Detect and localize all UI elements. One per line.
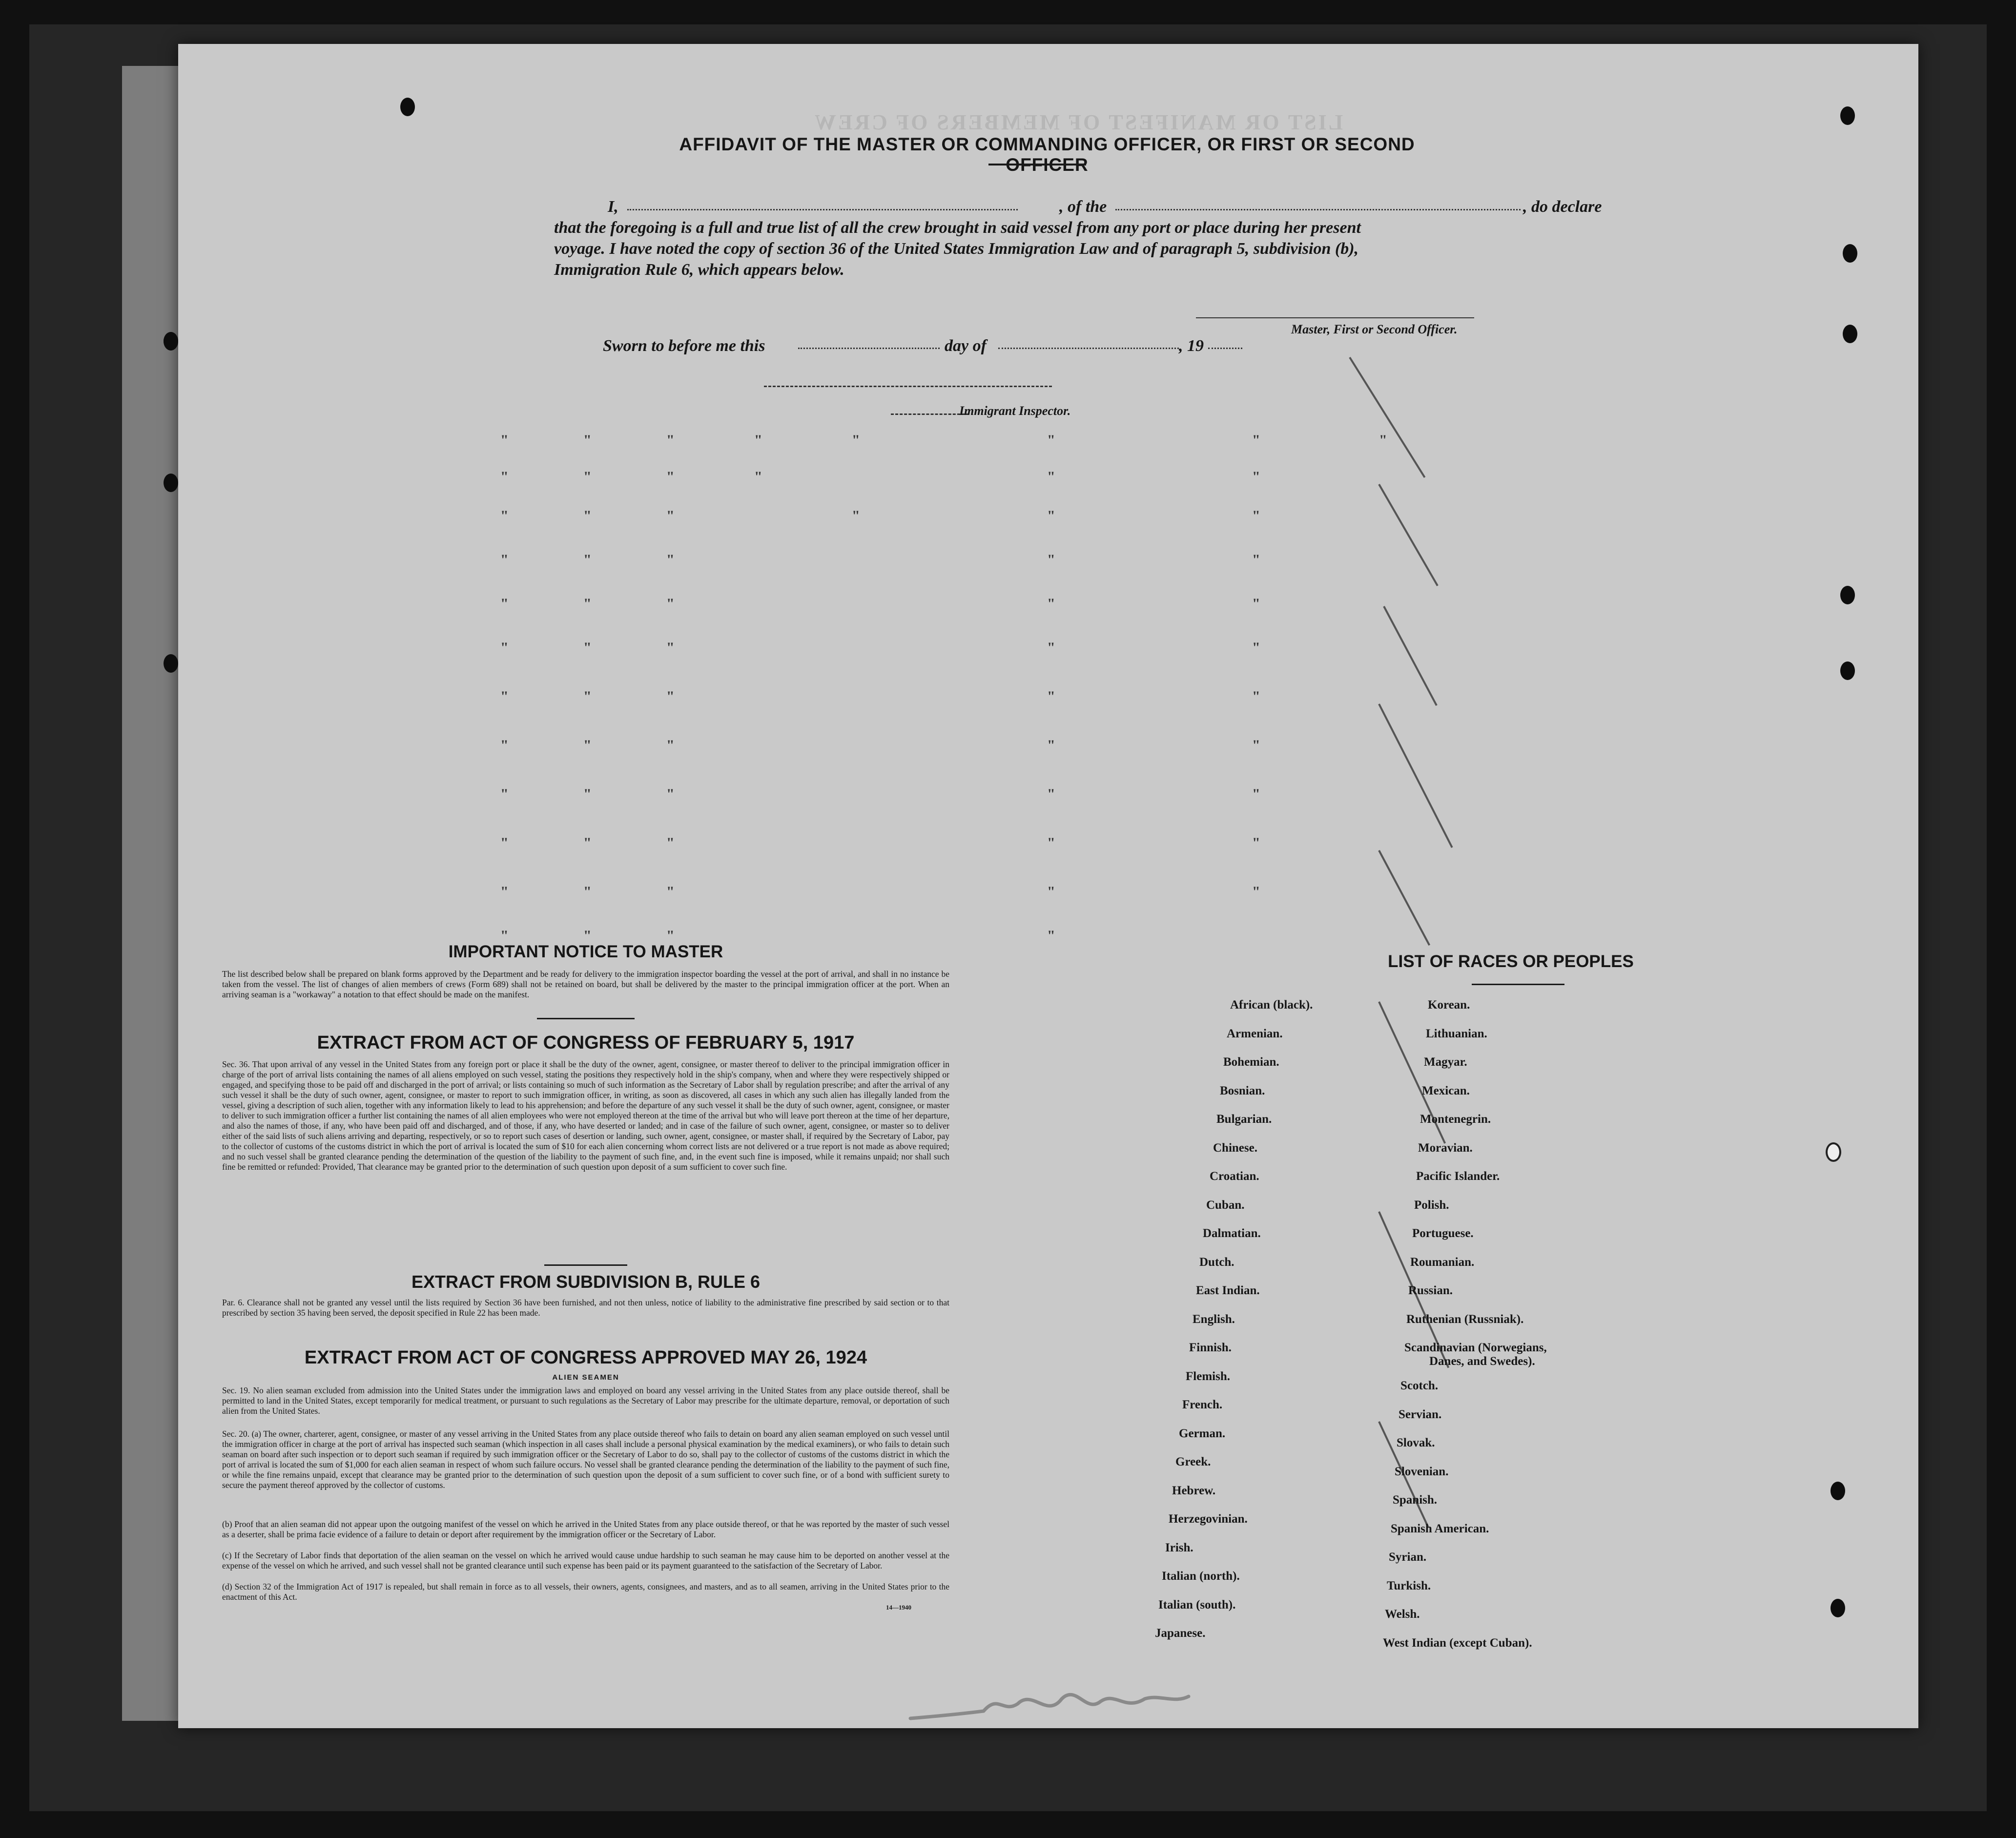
race-item: Dalmatian. (1203, 1227, 1261, 1240)
pencil-streak (1378, 484, 1438, 586)
sworn-year: , 19 (1179, 337, 1204, 355)
punch-hole (164, 474, 178, 492)
ditto-mark: " (500, 640, 509, 656)
ditto-mark: " (666, 640, 675, 656)
bleed-through-heading: LIST OR MANIFEST OF MEMBERS OF CREW (813, 110, 1343, 134)
ditto-mark: " (1047, 432, 1055, 448)
ditto-mark: " (500, 688, 509, 704)
master-name-blank[interactable] (627, 209, 1018, 210)
affidavit-line-4: Immigration Rule 6, which appears below. (554, 261, 844, 279)
punch-hole (1840, 661, 1855, 680)
affidavit-i: I, (608, 198, 618, 216)
race-item: Cuban. (1206, 1198, 1245, 1212)
race-item: Roumanian. (1410, 1255, 1475, 1269)
race-item: Irish. (1165, 1541, 1193, 1554)
extract-1917-title: EXTRACT FROM ACT OF CONGRESS OF FEBRUARY 5, 1917 (317, 1033, 855, 1053)
punch-hole (1831, 1599, 1845, 1617)
ditto-mark: " (1047, 835, 1055, 851)
ditto-mark: " (666, 737, 675, 753)
ditto-mark: " (1047, 928, 1055, 944)
ditto-mark: " (583, 737, 592, 753)
race-item: West Indian (except Cuban). (1383, 1636, 1532, 1650)
punch-hole (400, 98, 415, 116)
ditto-mark: " (1252, 469, 1260, 485)
race-item: Armenian. (1227, 1027, 1283, 1040)
races-title: LIST OF RACES OR PEOPLES (1388, 952, 1634, 971)
ditto-mark: " (500, 737, 509, 753)
extract-1924-title: EXTRACT FROM ACT OF CONGRESS APPROVED MAY 26, 1924 (304, 1347, 867, 1368)
ditto-mark: " (666, 928, 675, 944)
ditto-mark: " (852, 432, 860, 448)
ditto-mark: " (583, 596, 592, 612)
ditto-mark: " (500, 596, 509, 612)
ditto-mark: " (1047, 737, 1055, 753)
race-item: Chinese. (1213, 1141, 1257, 1155)
title-underline (988, 164, 1086, 165)
race-item: Servian. (1399, 1407, 1442, 1421)
race-item: Ruthenian (Russniak). (1406, 1312, 1524, 1326)
notice-divider (537, 1018, 635, 1019)
extract-1924-sec20a: Sec. 20. (a) The owner, charterer, agent, consignee, or master of any vessel arriving in the United States from any place outside thereof who fails to detain on board any alien seaman employed on such vessel until the immigration officer in charge at the port of arrival has inspected such seaman (which inspection in all cases shall include a personal physical examination by the medical examiners), or who fails to detain such seaman on board after such inspection or to deport such seaman if required by such immigration officer or the Secretary of Labor to do so, shall pay to the collector of customs of the customs district in which the port of arrival is located the sum of $1,000 for each alien seaman in respect of whom such failure occurs. No vessel shall be granted clearance pending the determination of the liability to the payment of such fine, or while the fine remains unpaid, except that clearance may be granted prior to the determination of such question upon the deposit of a sum sufficient to cover such fine, or of a bond with sufficient surety to secure the payment thereof approved by the collector of customs. (222, 1429, 949, 1490)
ditto-mark: " (500, 884, 509, 900)
ditto-mark: " (1047, 786, 1055, 802)
ditto-mark: " (666, 688, 675, 704)
race-item: Scotch. (1400, 1379, 1439, 1392)
ditto-mark: " (1252, 596, 1260, 612)
extract-rule6-text: Par. 6. Clearance shall not be granted any vessel until the lists required by Section 36 have been furnished, and not then unless, notice of liability to the administrative fine prescribed by said section or to that prescribed by section 35 having been served, the deposit specified in Rule 22 has been made. (222, 1298, 949, 1318)
sworn-prefix: Sworn to before me this (603, 337, 765, 355)
race-item: Italian (south). (1158, 1598, 1236, 1611)
ditto-mark: " (666, 432, 675, 448)
ditto-mark: " (666, 835, 675, 851)
affidavit-title: AFFIDAVIT OF THE MASTER OR COMMANDING OFFICER, OR FIRST OR SECOND OFFICER (679, 134, 1415, 175)
ditto-mark: " (666, 469, 675, 485)
race-item: French. (1182, 1398, 1223, 1411)
ditto-mark: " (1379, 432, 1387, 448)
extract-rule6-title: EXTRACT FROM SUBDIVISION B, RULE 6 (411, 1272, 761, 1292)
ditto-mark: " (1047, 596, 1055, 612)
affidavit-line-3: voyage. I have noted the copy of section 36 of the United States Immigration Law and of paragraph 5, subdivision (b), (554, 240, 1359, 258)
ditto-mark: " (1252, 552, 1260, 568)
punch-hole (1843, 244, 1857, 263)
race-item: German. (1179, 1426, 1226, 1440)
race-item: African (black). (1230, 998, 1313, 1012)
race-item: Spanish. (1393, 1493, 1438, 1507)
affidavit-line-2: that the foregoing is a full and true list of all the crew brought in said vessel from any port or place during her present (554, 219, 1361, 237)
sworn-day-of: day of (945, 337, 987, 355)
handwritten-signature (901, 1665, 1193, 1738)
form-number: 14—1940 (886, 1604, 911, 1611)
ditto-mark: " (583, 640, 592, 656)
race-item: Pacific Islander. (1416, 1170, 1500, 1183)
race-item: Russian. (1408, 1284, 1453, 1297)
ditto-mark: " (583, 884, 592, 900)
race-item: East Indian. (1196, 1284, 1260, 1297)
document-page (178, 44, 1918, 1728)
affidavit-of-the: , of the (1059, 198, 1107, 216)
race-item: Turkish. (1387, 1579, 1431, 1592)
ditto-mark: " (1047, 688, 1055, 704)
ditto-mark: " (500, 786, 509, 802)
notice-text: The list described below shall be prepared on blank forms approved by the Department and be ready for delivery to the immigration inspector boarding the vessel at the port of arrival, and shall in no instance be taken from the vessel. The list of changes of alien members of crews (Form 689) shall not be retained on board, but shall be delivered by the master to the principal immigration officer at the port. When an arriving seaman is a "workaway" a notation to that effect should be made on the manifest. (222, 969, 949, 999)
ditto-mark: " (500, 508, 509, 524)
punch-hole (164, 654, 178, 673)
race-item: Bohemian. (1223, 1055, 1279, 1069)
punch-hole (164, 332, 178, 351)
race-item: Japanese. (1155, 1627, 1206, 1640)
inspector-signature-line[interactable] (764, 386, 1052, 387)
ditto-mark: " (583, 469, 592, 485)
extract-1917-text: Sec. 36. That upon arrival of any vessel in the United States from any foreign port or place it shall be the duty of the owner, agent, consignee, or master thereof to deliver to the principal immigration officer in charge of the port of arrival lists containing the names of all aliens employed on such vessel, stating the positions they respectively hold in the ship's company, when and where they were respectively shipped or engaged, and specifying those to be paid off and discharged in the port of arrival; or lists containing so much of such information as the Secretary of Labor shall by regulation prescribe; and after the arrival of any such vessel it shall be the duty of such owner, agent, consignee, or master to report to such immigration officer, in writing, as soon as discovered, all cases in which any such alien has illegally landed from the vessel, giving a description of such alien, together with any information likely to lead to his apprehension; and before the departure of any such vessel it shall be the duty of such owner, agent, consignee, or master to deliver to such immigration officer a further list containing the names of all alien employees who were not employed thereon at the time of the arrival but who will leave port thereon at the time of her departure, and also the names of those, if any, who have been paid off and discharged, and of those, if any, who have deserted or landed; and in case of the failure of such owner, agent, consignee, or master so to deliver either of the said lists of such aliens arriving and departing, respectively, or so to report such cases of desertion or landing, such owner, agent, consignee, or master shall, if required by the Secretary of Labor, pay to the collector of customs of the customs district in which the port of arrival is located the sum of $10 for each alien concerning whom correct lists are not delivered or a true report is not made as above required; and no such vessel shall be granted clearance pending the determination of the question of the liability to the payment of such fine, and, in the event such fine is imposed, while it remains unpaid; nor shall such fine be remitted or refunded: Provided, That clearance may be granted prior to the determination of such question upon deposit of a sum sufficient to cover such fine. (222, 1059, 949, 1172)
race-item: Spanish American. (1391, 1522, 1489, 1535)
ditto-mark: " (500, 432, 509, 448)
ditto-mark: " (1252, 884, 1260, 900)
ditto-mark: " (500, 928, 509, 944)
ditto-mark: " (1252, 508, 1260, 524)
ditto-mark: " (754, 432, 762, 448)
race-item: Flemish. (1186, 1369, 1230, 1383)
ditto-mark: " (583, 835, 592, 851)
ditto-mark: " (583, 786, 592, 802)
race-item: Lithuanian. (1426, 1027, 1487, 1040)
race-item: Italian (north). (1162, 1570, 1240, 1583)
master-signature-line[interactable] (1196, 317, 1474, 318)
punch-hole (1840, 106, 1855, 125)
sworn-day-blank[interactable] (798, 348, 940, 349)
race-item: Slovak. (1397, 1436, 1435, 1449)
ditto-mark: " (1252, 640, 1260, 656)
race-item: Slovenian. (1395, 1465, 1449, 1478)
ditto-mark: " (500, 835, 509, 851)
extract-1924-sec20c: (c) If the Secretary of Labor finds that deportation of the alien seaman on the vessel on which he arrived would cause undue hardship to such seaman he may cause him to be deported on another vessel at the expense of the vessel on which he arrived, and such vessel shall not be granted clearance until such expense has been paid or its payment guaranteed to the satisfaction of the Secretary of Labor. (222, 1550, 949, 1570)
punch-hole (1831, 1482, 1845, 1500)
race-item: Scandinavian (Norwegians, (1404, 1341, 1547, 1354)
race-item: English. (1193, 1312, 1235, 1326)
ditto-mark: " (666, 596, 675, 612)
extract-1924-sec19: Sec. 19. No alien seaman excluded from admission into the United States under the immigration laws and employed on board any vessel arriving in the United States from any place outside thereof, shall be permitted to land in the United States, except temporarily for medical treatment, or pursuant to such regulations as the Secretary of Labor may prescribe for the ultimate departure, removal, or deportation of such alien from the United States. (222, 1385, 949, 1416)
race-item: Korean. (1428, 998, 1470, 1012)
ditto-mark: " (583, 432, 592, 448)
ditto-mark: " (666, 884, 675, 900)
ditto-mark: " (500, 552, 509, 568)
race-item: Syrian. (1389, 1550, 1427, 1564)
race-item: Bulgarian. (1216, 1113, 1272, 1126)
punch-hole (1843, 325, 1857, 343)
sworn-year-blank[interactable] (1208, 348, 1242, 349)
ditto-mark: " (1047, 552, 1055, 568)
extract-1924-sec20b: (b) Proof that an alien seaman did not appear upon the outgoing manifest of the vessel on which he arrived in the United States from any place outside thereof, or that he was reported by the master of such vessel as a deserter, shall be prima facie evidence of a failure to detain or deport after requirement by the immigration officer or the Secretary of Labor. (222, 1519, 949, 1539)
ditto-mark: " (583, 508, 592, 524)
race-item: Mexican. (1422, 1084, 1470, 1097)
race-item: Greek. (1175, 1455, 1211, 1468)
alien-seamen-subtitle: ALIEN SEAMEN (552, 1373, 619, 1382)
ditto-mark: " (1252, 786, 1260, 802)
notice-title: IMPORTANT NOTICE TO MASTER (448, 942, 723, 961)
race-item: Montenegrin. (1420, 1113, 1491, 1126)
inspector-dash (891, 413, 969, 415)
punch-hole (1840, 586, 1855, 604)
pencil-streak (1378, 850, 1430, 946)
ditto-mark: " (583, 552, 592, 568)
pencil-streak (1383, 606, 1438, 706)
race-item: Croatian. (1210, 1170, 1259, 1183)
affidavit-do-declare: , do declare (1523, 198, 1602, 216)
inspector-caption: Immigrant Inspector. (959, 404, 1071, 418)
races-divider (1472, 984, 1564, 985)
pencil-streak (1349, 357, 1425, 478)
ditto-mark: " (754, 469, 762, 485)
ditto-mark: " (666, 786, 675, 802)
extract-1924-sec20d: (d) Section 32 of the Immigration Act of 1917 is repealed, but shall remain in force as to all vessels, their owners, agents, consignees, and masters, and as to all seamen, arriving in the United States prior to the enactment of this Act. (222, 1582, 949, 1602)
pencil-streak (1378, 703, 1453, 848)
race-item: Magyar. (1424, 1055, 1467, 1069)
ditto-mark: " (852, 508, 860, 524)
race-item: Portuguese. (1412, 1227, 1474, 1240)
vessel-name-blank[interactable] (1115, 209, 1521, 210)
race-item: Finnish. (1189, 1341, 1232, 1354)
ditto-mark: " (500, 469, 509, 485)
race-item: Polish. (1414, 1198, 1449, 1212)
ditto-mark: " (666, 508, 675, 524)
ditto-mark: " (583, 688, 592, 704)
ditto-mark: " (1047, 508, 1055, 524)
race-item: Hebrew. (1172, 1484, 1216, 1497)
ditto-mark: " (1252, 432, 1260, 448)
master-signature-caption: Master, First or Second Officer. (1291, 322, 1458, 336)
sworn-month-blank[interactable] (998, 348, 1179, 349)
ditto-mark: " (1047, 884, 1055, 900)
race-item: Moravian. (1418, 1141, 1473, 1155)
race-item: Herzegovinian. (1169, 1512, 1248, 1526)
extract-1917-divider (544, 1264, 627, 1266)
ditto-mark: " (1047, 469, 1055, 485)
ditto-mark: " (666, 552, 675, 568)
race-item: Welsh. (1385, 1608, 1420, 1621)
ditto-mark: " (583, 928, 592, 944)
race-item: Dutch. (1199, 1255, 1234, 1269)
race-item: Danes, and Swedes). (1429, 1355, 1535, 1368)
ditto-mark: " (1047, 640, 1055, 656)
ditto-mark: " (1252, 688, 1260, 704)
ditto-mark: " (1252, 835, 1260, 851)
race-item: Bosnian. (1220, 1084, 1265, 1097)
ditto-mark: " (1252, 737, 1260, 753)
punch-hole (1826, 1142, 1841, 1162)
